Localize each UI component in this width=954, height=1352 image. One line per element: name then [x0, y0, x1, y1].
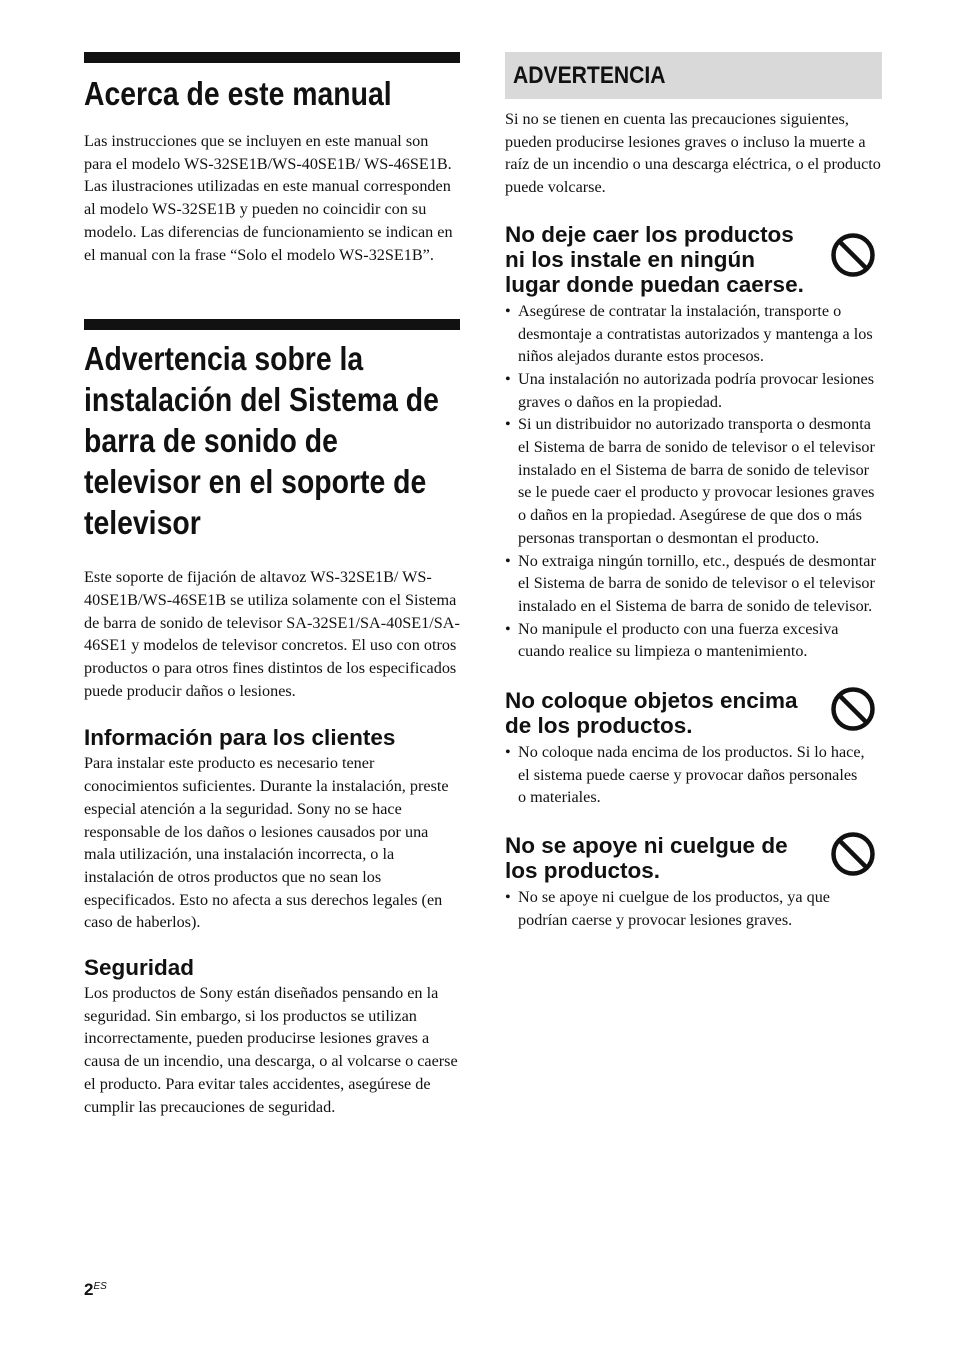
- no-lean-list: [505, 886, 850, 931]
- list-item: • No coloque nada encima de los productos. Si lo hace, el sistema puede caerse y provocar daños personales o materiales.: [505, 741, 865, 809]
- no-lean-heading: No se apoye ni cuelgue de los productos.: [505, 833, 788, 884]
- no-objects-heading: No coloque objetos encima de los productos.: [505, 688, 798, 739]
- list-item: • Asegúrese de contratar la instalación, transporte o desmontaje a contratistas autorizados y mantenga a los niños alejados durante estos procesos.: [505, 300, 882, 368]
- page-number: [84, 1280, 107, 1300]
- about-manual-body: Las instrucciones que se incluyen en este manual son para el modelo WS-32SE1B/WS-40SE1B/ WS-46SE1B. Las ilustraciones utilizadas en este manual corresponden al modelo WS-32SE1B y pueden no coincidir con su modelo. Las diferencias de funcionamiento se indican en el manual con la frase “Solo el modelo WS-32SE1B”.: [84, 132, 453, 264]
- warning-title: ADVERTENCIA: [513, 61, 666, 89]
- right-column: [505, 52, 882, 932]
- no-lean-section: [505, 833, 882, 931]
- installation-warning-title: Advertencia sobre la instalación del Sistema de barra de sonido de televisor en el soporte de televisor: [84, 340, 439, 542]
- page-number-value: 2: [84, 1280, 94, 1299]
- list-item: • No se apoye ni cuelgue de los productos, ya que podrían caerse y provocar lesiones graves.: [505, 886, 850, 931]
- list-item: • No manipule el producto con una fuerza excesiva cuando realice su limpieza o mantenimiento.: [505, 618, 882, 663]
- prohibition-icon: [830, 831, 876, 877]
- no-drop-heading: No deje caer los productos ni los instale en ningún lugar donde puedan caerse.: [505, 221, 804, 297]
- no-drop-section: [505, 222, 882, 663]
- list-item: • Si un distribuidor no autorizado transporta o desmonta el Sistema de barra de sonido de televisor o el televisor instalado en el Sistema de barra de sonido de televisor se le puede caer el producto y provocar lesiones graves o daños en la propiedad. Asegúrese de que dos o más personas transportan o desmontan el producto.: [505, 413, 882, 549]
- no-objects-list: [505, 741, 865, 809]
- warning-banner: [505, 52, 882, 99]
- no-objects-section: [505, 688, 882, 809]
- safety-heading: Seguridad: [84, 955, 195, 981]
- installation-warning-body: Este soporte de fijación de altavoz WS-32SE1B/ WS-40SE1B/WS-46SE1B se utiliza solamente con el Sistema de barra de sonido de televisor SA-32SE1/SA-40SE1/SA-46SE1 y modelos de televisor concretos. El uso con otros productos o para otros fines distintos de los especificados puede producir daños o lesiones.: [84, 568, 460, 700]
- prohibition-icon: [830, 686, 876, 732]
- customer-info-heading: Información para los clientes: [84, 725, 396, 751]
- section-rule: [84, 319, 460, 330]
- customer-info-body: Para instalar este producto es necesario tener conocimientos suficientes. Durante la instalación, preste especial atención a la seguridad. Sony no se hace responsable de los daños o lesiones causados por una mala utilización, una instalación incorrecta, o la instalación de otros productos que no sean los especificados. Esto no afecta a sus derechos legales (en caso de haberlos).: [84, 754, 449, 932]
- no-drop-list: [505, 300, 882, 663]
- language-code: ES: [93, 1281, 107, 1292]
- safety-body: Los productos de Sony están diseñados pensando en la seguridad. Sin embargo, si los productos se utilizan incorrectamente, pueden producirse lesiones graves a causa de un incendio, una descarga, o al volcarse o caerse el producto. Para evitar tales accidentes, asegúrese de cumplir las precauciones de seguridad.: [84, 984, 458, 1116]
- section-rule: [84, 52, 460, 63]
- left-column: [84, 52, 460, 1118]
- prohibition-icon: [830, 232, 876, 278]
- about-manual-title: Acerca de este manual: [84, 75, 392, 112]
- warning-body: Si no se tienen en cuenta las precauciones siguientes, pueden producirse lesiones graves o incluso la muerte a raíz de un incendio o una descarga eléctrica, o el producto puede volcarse.: [505, 110, 881, 197]
- list-item: • Una instalación no autorizada podría provocar lesiones graves o daños en la propiedad.: [505, 368, 882, 413]
- list-item: • No extraiga ningún tornillo, etc., después de desmontar el Sistema de barra de sonido de televisor o el televisor instalado en el Sistema de barra de sonido de televisor.: [505, 550, 882, 618]
